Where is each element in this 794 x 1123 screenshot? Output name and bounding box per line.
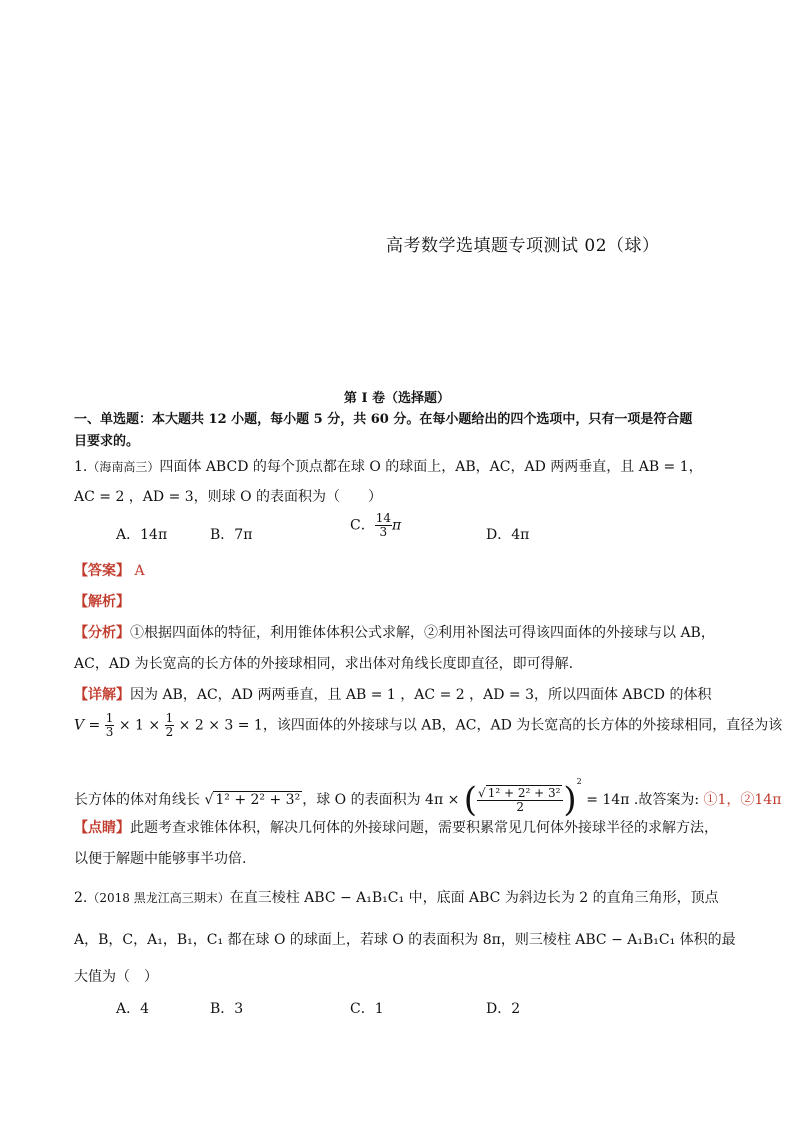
q1-option-b: B．7π (210, 527, 253, 543)
q1-line-1 (74, 456, 703, 476)
q1-number: 1. (74, 459, 88, 475)
page-title: 高考数学选填题专项测试 02（球） (386, 236, 660, 256)
q1-fenxi-line-1: 【分析】①根据四面体的特征，利用锥体体积公式求解，②利用补图法可得该四面体的外接球与以 AB， (74, 625, 715, 641)
q2-option-b: B．3 (210, 1001, 244, 1017)
q2-option-c: C．1 (350, 1001, 384, 1017)
q2-line-2: A，B，C，A₁，B₁，C₁ 都在球 O 的球面上，若球 O 的表面积为 8π，则三棱柱 ABC − A₁B₁C₁ 体积的最 (74, 932, 736, 948)
q1-answer: 【答案】 A (74, 563, 145, 579)
fraction-14-3: $\frac{14}{3}$ (375, 511, 391, 539)
sqrt-expression: 1² + 2² + 3² (215, 792, 301, 808)
q1-xiangjie-line-3: 长方体的体对角线长 √ 1² + 2² + 3² ，球 O 的表面积为 4π × ( $\frac{\text{√ 1² + 2² + 3²}}{2}$ )$^2$ = 14π .故答案为: ①1，②14π (74, 777, 782, 820)
q2-option-d: D．2 (486, 1001, 521, 1017)
q1-line-2: AC = 2 ，AD = 3，则球 O 的表面积为（ ） (74, 489, 383, 505)
final-answers: ①1，②14π (703, 792, 782, 808)
q1-analysis-tag: 【解析】 (74, 594, 130, 610)
instruction-line-1: 一、单选题：本大题共 12 小题，每小题 5 分，共 60 分。在每小题给出的四个选项中，只有一项是符合题 (74, 412, 693, 427)
q1-option-c: C． $\frac{14}{3}$ π (350, 511, 402, 539)
q1-xiangjie-line-1: 【详解】因为 AB，AC，AD 两两垂直，且 AB = 1 ，AC = 2 ，AD = 3，所以四面体 ABCD 的体积 (74, 687, 712, 703)
q1-xiangjie-line-2: V = $\frac{1}{3}$ × 1 × $\frac{1}{2}$ × 2 × 3 = 1，该四面体的外接球与以 AB，AC，AD 为长宽高的长方体的外接球相同，直径为该 (74, 711, 783, 739)
q2-option-a: A．4 (116, 1001, 150, 1017)
big-paren-right: ) (563, 780, 577, 820)
q1-dianjing-line-2: 以便于解题中能够事半功倍. (74, 851, 247, 867)
big-paren-left: ( (463, 780, 478, 820)
section-title: 第 I 卷（选择题） (343, 391, 451, 406)
q1-fenxi-line-2: AC，AD 为长宽高的长方体的外接球相同，求出体对角线长度即直径，即可得解. (74, 656, 574, 672)
q1-dianjing-line-1: 【点睛】此题考查求锥体体积，解决几何体的外接球问题，需要积累常见几何体外接球半径的求解方法， (74, 820, 718, 836)
q2-line-3: 大值为（ ） (74, 969, 158, 985)
q2-line-1: 2.（2018 黑龙江高三期末）在直三棱柱 ABC − A₁B₁C₁ 中，底面 ABC 为斜边长为 2 的直角三角形，顶点 (74, 890, 719, 906)
instruction-line-2: 目要求的。 (74, 434, 140, 449)
q1-text-1: 四面体 ABCD 的每个顶点都在球 O 的球面上，AB，AC，AD 两两垂直，且 AB = 1， (159, 459, 703, 475)
q1-option-a: A．14π (116, 527, 168, 543)
q1-option-d: D．4π (486, 527, 530, 543)
q1-source: （海南高三） (87, 460, 160, 474)
